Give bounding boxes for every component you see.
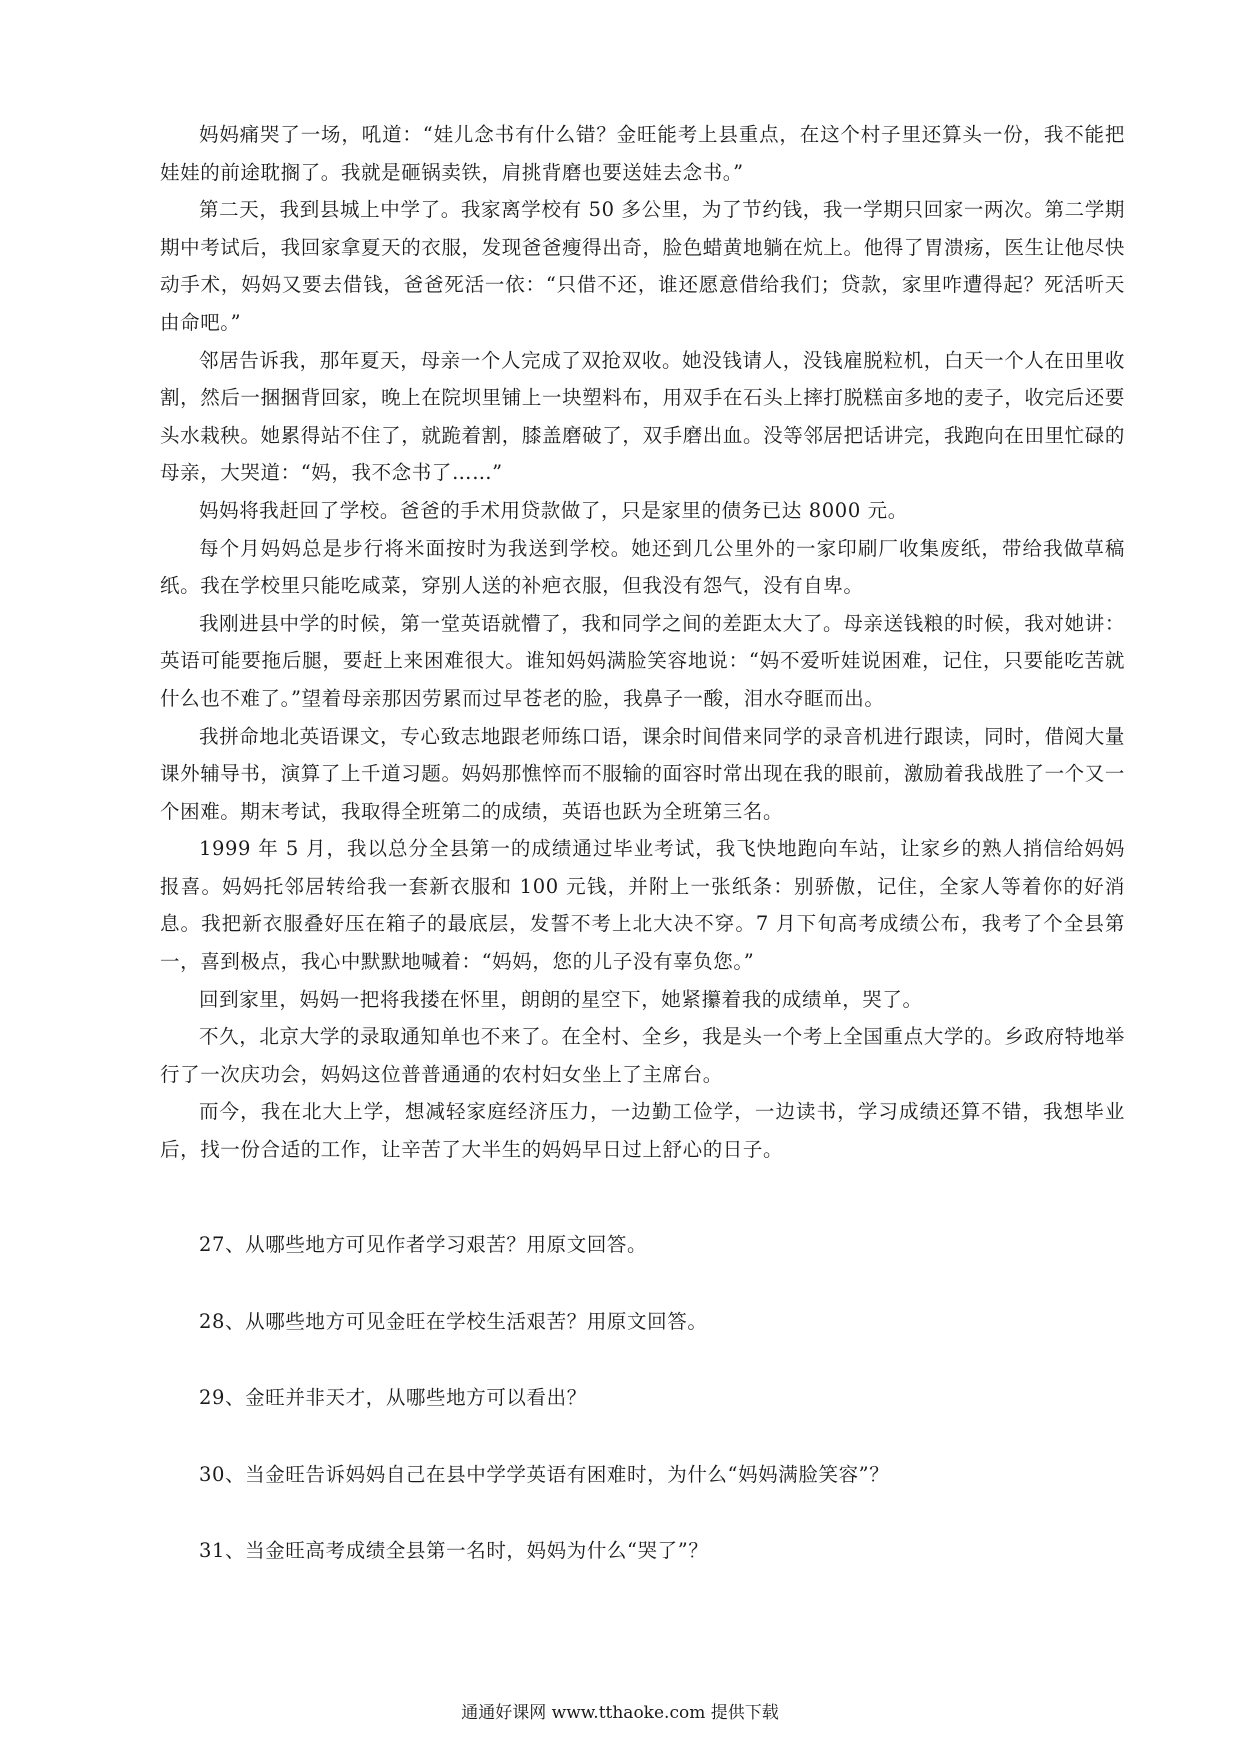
paragraph: 不久，北京大学的录取通知单也不来了。在全村、全乡，我是头一个考上全国重点大学的。乡政府特地举行了一次庆功会，妈妈这位普普通通的农村妇女坐上了主席台。 xyxy=(160,1025,1125,1086)
page-footer: 通通好课网 www.tthaoke.com 提供下载 xyxy=(461,1703,779,1723)
question-30: 30、当金旺告诉妈妈自己在县中学学英语有困难时，为什么“妈妈满脸笑容”？ xyxy=(199,1462,890,1486)
question-27: 27、从哪些地方可见作者学习艰苦？用原文回答。 xyxy=(199,1233,648,1256)
question-29: 29、金旺并非天才，从哪些地方可以看出？ xyxy=(199,1386,587,1410)
answer-space xyxy=(160,1340,1125,1379)
answer-space xyxy=(160,1417,1125,1456)
question-list xyxy=(160,1226,1125,1570)
paragraph: 我拼命地北英语课文，专心致志地跟老师练口语，课余时间借来同学的录音机进行跟读，同时，借阅大量课外辅导书，演算了上千道习题。妈妈那憔悴而不服输的面容时常出现在我的眼前，激励着我战胜了一个又一个困难。期末考试，我取得全班第二的成绩，英语也跃为全班第三名。 xyxy=(160,724,1125,823)
paragraph: 我刚进县中学的时候，第一堂英语就懵了，我和同学之间的差距太大了。母亲送钱粮的时候，我对她讲：英语可能要拖后腿，要赶上来困难很大。谁知妈妈满脸笑容地说：“妈不爱听娃说困难，记住，只要能吃苦就什么也不难了。”望着母亲那因劳累而过早苍老的脸，我鼻子一酸，泪水夺眶而出。 xyxy=(160,611,1125,710)
paragraph: 而今，我在北大上学，想减轻家庭经济压力，一边勤工俭学，一边读书，学习成绩还算不错，我想毕业后，找一份合适的工作，让辛苦了大半生的妈妈早日过上舒心的日子。 xyxy=(160,1100,1125,1162)
paragraph: 回到家里，妈妈一把将我搂在怀里，朗朗的星空下，她紧攥着我的成绩单，哭了。 xyxy=(199,987,923,1011)
paragraph: 每个月妈妈总是步行将米面按时为我送到学校。她还到几公里外的一家印刷厂收集废纸，带给我做草稿纸。我在学校里只能吃咸菜，穿别人送的补疤衣服，但我没有怨气，没有自卑。 xyxy=(160,536,1125,598)
paragraph: 1999 年 5 月，我以总分全县第一的成绩通过毕业考试，我飞快地跑向车站，让家乡的熟人捎信给妈妈报喜。妈妈托邻居转给我一套新衣服和 100 元钱，并附上一张纸条：别骄傲，记住，全家人等着你的好消息。我把新衣服叠好压在箱子的最底层，发誓不考上北大决不穿。7 月下旬高考成绩公布，我考了个全县第一，喜到极点，我心中默默地喊着：“妈妈，您的儿子没有辜负您。” xyxy=(160,837,1125,974)
paragraph: 邻居告诉我，那年夏天，母亲一个人完成了双抢双收。她没钱请人，没钱雇脱粒机，白天一个人在田里收割，然后一捆捆背回家，晚上在院坝里铺上一块塑料布，用双手在石头上摔打脱糕亩多地的麦子，收完后还要头水栽秧。她累得站不住了，就跪着割，膝盖磨破了，双手磨出血。没等邻居把话讲完，我跑向在田里忙碌的母亲，大哭道：“妈，我不念书了……” xyxy=(160,348,1125,485)
passage-body xyxy=(160,116,1125,1169)
question-31: 31、当金旺高考成绩全县第一名时，妈妈为什么“哭了”？ xyxy=(199,1539,709,1563)
paragraph: 妈妈痛哭了一场，吼道：“娃儿念书有什么错？金旺能考上县重点，在这个村子里还算头一份，我不能把娃娃的前途耽搁了。我就是砸锅卖铁，肩挑背磨也要送娃去念书。” xyxy=(160,123,1125,184)
answer-space xyxy=(160,1493,1125,1532)
answer-space xyxy=(160,1264,1125,1303)
paragraph: 第二天，我到县城上中学了。我家离学校有 50 多公里，为了节约钱，我一学期只回家一两次。第二学期期中考试后，我回家拿夏天的衣服，发现爸爸瘦得出奇，脸色蜡黄地躺在炕上。他得了胃溃疡，医生让他尽快动手术，妈妈又要去借钱，爸爸死活一依：“只借不还，谁还愿意借给我们；贷款，家里咋遭得起？死活听天由命吧。” xyxy=(160,198,1125,334)
question-28: 28、从哪些地方可见金旺在学校生活艰苦？用原文回答。 xyxy=(199,1309,708,1333)
paragraph: 妈妈将我赶回了学校。爸爸的手术用贷款做了，只是家里的债务已达 8000 元。 xyxy=(199,498,908,522)
